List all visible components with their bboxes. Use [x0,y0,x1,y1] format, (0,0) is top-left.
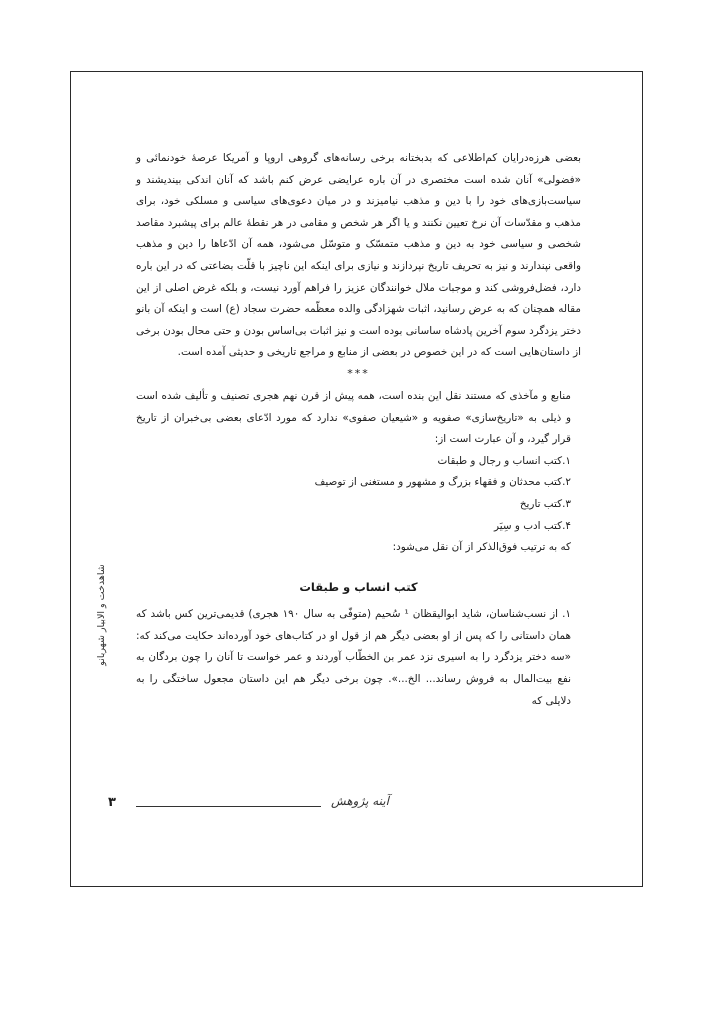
running-header: شاهدخت و الابیار شهربانو [96,564,107,666]
article-body [136,148,581,712]
paragraph-genealogists: ۱. از نسب‌شناسان، شاید ابوالیقظان ¹ سُحیم (متوفّی به سال ۱۹۰ هجری) قدیمی‌ترین کس باشد که همان داستانی را که پس از او بعضی دیگر هم از قول او در کتاب‌های خود آورده‌اند حکایت می‌کند که: «سه دختر یزدگرد را به اسیری نزد عمر بن الخطّاب آوردند و عمر خواست تا آنان را چون بردگان به نفع بیت‌المال به فروش رساند... الخ...». چون برخی دیگر هم این داستان مجعول ساختگی را به دلایلی که [136,608,571,707]
list-closing: که به ترتیب فوق‌الذکر از آن نقل می‌شود: [392,541,571,554]
list-item: ۱.کتب انساب و رجال و طبقات [437,454,571,467]
journal-logo: آینه پژوهش [331,794,389,808]
list-item: ۲.کتب محدثان و فقهاء بزرگ و مشهور و مستغنی از توصیف [314,476,571,489]
paragraph-sources: منابع و مآخذی که مستند نقل این بنده است، همه پیش از قرن نهم هجری تصنیف و تألیف شده است و ذیلی به «تاریخ‌سازی» صفویه و «شیعیان صفوی» ندارد که مورد ادّعای بعضی بی‌خبران از تاریخ قرار گیرد، و آن عبارت است از: [136,389,571,446]
sources-list [136,451,581,559]
list-item: ۴.کتب ادب و سِیَر [494,519,571,532]
footer-rule [136,806,321,807]
page-number: ۳ [108,795,116,810]
paragraph-intro: بعضی هرزه‌درایان کم‌اطلاعی که بدبختانه برخی رسانه‌های گروهی اروپا و آمریکا عرصهٔ خودنمائی و «فضولی» آنان شده است مختصری در آن باره عرایضی عرض کنم باشد که آنان اندکی بیندیشند و سیاست‌بازی‌های خود را با دین و مذهب نیامیزند و در میان دعوی‌های سیاسی و مسلکی خود، برای مذهب و مقدّسات آن نرخ تعیین نکنند و یا اگر هر شخص و مقامی در هر نقطهٔ عالم برای پیشبرد مقاصد شخصی و سیاسی خود به دین و مذهب متمسّک و متوسّل می‌شود، همه آن ادّعاها را دین و مذهب واقعی نپندارند و نیز به تحریف تاریخ نپردازند و نیازی برای اینکه این ناچیز با قلّت بضاعتی که در این باره دارد، فضل‌فروشی کند و موجبات ملال خوانندگان عزیز را فراهم آورد نیست، و بلکه غرض اصلی از این مقاله همچنان که به عرض رسانید، اثبات شهزادگی والده معظّمه حضرت سجاد (ع) است و اینکه آن بانو دختر یزدگرد سوم آخرین پادشاه ساسانی بوده است و نیز اثبات بی‌اساس بودن و حتی محال بودن برخی از داستان‌هایی است که در این خصوص در بعضی از منابع و مراجع تاریخی و حدیثی آمده است. [136,152,581,359]
section-separator: *** [347,366,370,380]
list-item: ۳.کتب تاریخ [519,497,571,510]
section-heading: کتب انساب و طبقات [299,579,418,594]
